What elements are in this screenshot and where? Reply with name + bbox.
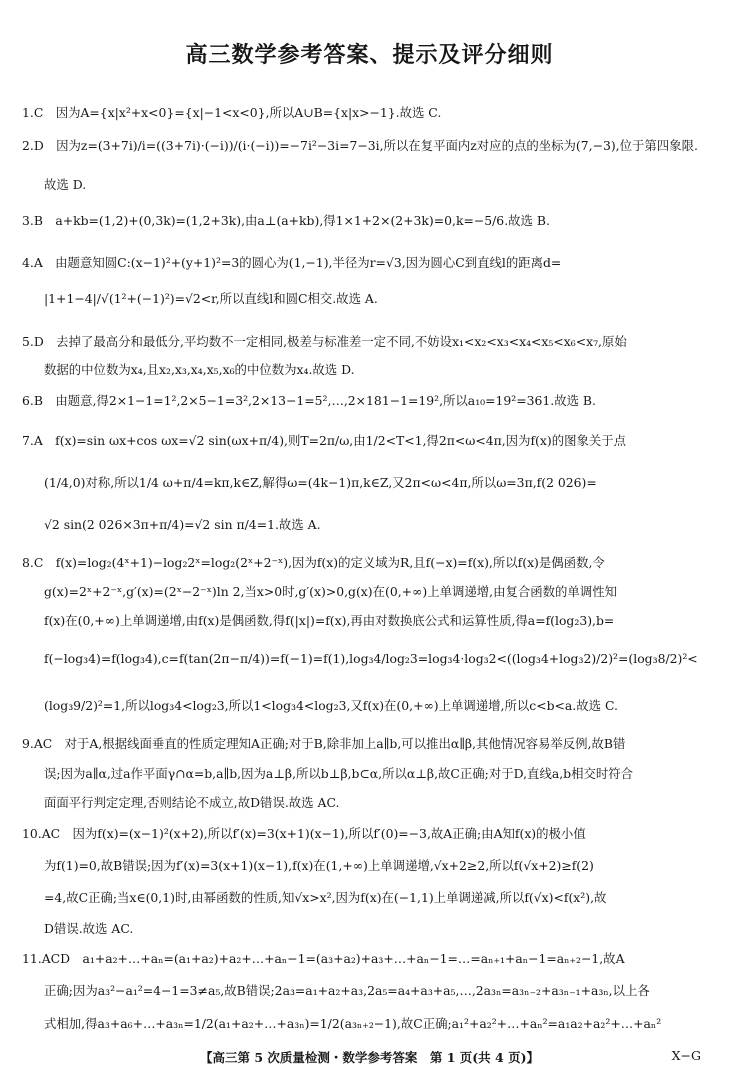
answer-line: 10.AC 因为f(x)=(x−1)²(x+2),所以f′(x)=3(x+1)(x−1),所以f′(0)=−3,故A正确;由A知f(x)的极小值 <box>22 826 586 841</box>
answer-line: 5.D 去掉了最高分和最低分,平均数不一定相同,极差与标准差一定不同,不妨设x₁<x₂<x₃<x₄<x₅<x₆<x₇,原始 <box>22 334 627 349</box>
footer-code: X−G <box>671 1048 701 1063</box>
answer-line: 8.C f(x)=log₂(4ˣ+1)−log₂2ˣ=log₂(2ˣ+2⁻ˣ),因为f(x)的定义域为R,且f(−x)=f(x),所以f(x)是偶函数,令 <box>22 555 605 570</box>
answer-line: f(−log₃4)=f(log₃4),c=f(tan(2π−π/4))=f(−1)=f(1),log₃4/log₂3=log₃4·log₃2<((log₃4+log₃2)/2)²=(log₃8/2)²< <box>44 651 698 666</box>
answer-line: f(x)在(0,+∞)上单调递增,由f(x)是偶函数,得f(|x|)=f(x),再由对数换底公式和运算性质,得a=f(log₂3),b= <box>44 613 615 628</box>
answer-line: g(x)=2ˣ+2⁻ˣ,g′(x)=(2ˣ−2⁻ˣ)ln 2,当x>0时,g′(x)>0,g(x)在(0,+∞)上单调递增,由复合函数的单调性知 <box>44 584 617 599</box>
answer-line: 9.AC 对于A,根据线面垂直的性质定理知A正确;对于B,除非加上a∥b,可以推出α∥β,其他情况容易举反例,故B错 <box>22 736 626 751</box>
answer-line: 1.C 因为A={x|x²+x<0}={x|−1<x<0},所以A∪B={x|x>−1}.故选 C. <box>22 105 442 120</box>
answer-line: 误;因为a∥α,过a作平面γ∩α=b,a∥b,因为a⊥β,所以b⊥β,b⊂α,所以α⊥β,故C正确;对于D,直线a,b相交时符合 <box>44 766 634 781</box>
answer-line: 故选 D. <box>44 177 87 192</box>
answer-line: (1/4,0)对称,所以1/4 ω+π/4=kπ,k∈Z,解得ω=(4k−1)π,k∈Z,又2π<ω<4π,所以ω=3π,f(2 026)= <box>44 475 597 490</box>
answer-line: (log₃9/2)²=1,所以log₃4<log₂3,所以1<log₃4<log₂3,又f(x)在(0,+∞)上单调递增,所以c<b<a.故选 C. <box>44 698 618 713</box>
answer-line: 6.B 由题意,得2×1−1=1²,2×5−1=3²,2×13−1=5²,…,2×181−1=19²,所以a₁₀=19²=361.故选 B. <box>22 393 596 408</box>
answer-line: 为f(1)=0,故B错误;因为f′(x)=3(x+1)(x−1),f(x)在(1,+∞)上单调递增,√x+2≥2,所以f(√x+2)≥f(2) <box>44 858 594 873</box>
answer-line: 正确;因为a₃²−a₁²=4−1=3≠a₅,故B错误;2a₃=a₁+a₂+a₃,2a₅=a₄+a₃+a₅,…,2a₃ₙ=a₃ₙ₋₂+a₃ₙ₋₁+a₃ₙ,以上各 <box>44 983 650 998</box>
page-title: 高三数学参考答案、提示及评分细则 <box>185 43 554 68</box>
answer-line: =4,故C正确;当x∈(0,1)时,由幂函数的性质,知√x>x²,因为f(x)在(−1,1)上单调递减,所以f(√x)<f(x²),故 <box>44 890 607 905</box>
answer-line: 面面平行判定定理,否则结论不成立,故D错误.故选 AC. <box>44 795 340 810</box>
footer-page-info: 【高三第 5 次质量检测・数学参考答案 第 1 页(共 4 页)】 <box>199 1050 540 1065</box>
answer-line: 3.B a+kb=(1,2)+(0,3k)=(1,2+3k),由a⊥(a+kb),得1×1+2×(2+3k)=0,k=−5/6.故选 B. <box>22 213 550 228</box>
answer-line: |1+1−4|/√(1²+(−1)²)=√2<r,所以直线l和圆C相交.故选 A. <box>44 291 378 306</box>
answer-line: 数据的中位数为x₄,且x₂,x₃,x₄,x₅,x₆的中位数为x₄.故选 D. <box>44 362 355 377</box>
answer-line: 式相加,得a₃+a₆+…+a₃ₙ=1/2(a₁+a₂+…+a₃ₙ)=1/2(a₃ₙ₊₂−1),故C正确;a₁²+a₂²+…+aₙ²=a₁a₂+a₂²+…+aₙ² <box>44 1016 662 1031</box>
answer-line: D错误.故选 AC. <box>44 921 134 936</box>
answer-line: 4.A 由题意知圆C:(x−1)²+(y+1)²=3的圆心为(1,−1),半径为r=√3,因为圆心C到直线l的距离d= <box>22 255 562 270</box>
answer-line: √2 sin(2 026×3π+π/4)=√2 sin π/4=1.故选 A. <box>44 517 321 532</box>
answer-line: 2.D 因为z=(3+7i)/i=((3+7i)·(−i))/(i·(−i))=−7i²−3i=7−3i,所以在复平面内z对应的点的坐标为(7,−3),位于第四象限. <box>22 138 698 153</box>
answer-line: 11.ACD a₁+a₂+…+aₙ=(a₁+a₂)+a₂+…+aₙ−1=(a₃+a₂)+a₃+…+aₙ−1=…=aₙ₊₁+aₙ−1=aₙ₊₂−1,故A <box>22 951 625 966</box>
answer-line: 7.A f(x)=sin ωx+cos ωx=√2 sin(ωx+π/4),则T=2π/ω,由1/2<T<1,得2π<ω<4π,因为f(x)的图象关于点 <box>22 433 627 448</box>
